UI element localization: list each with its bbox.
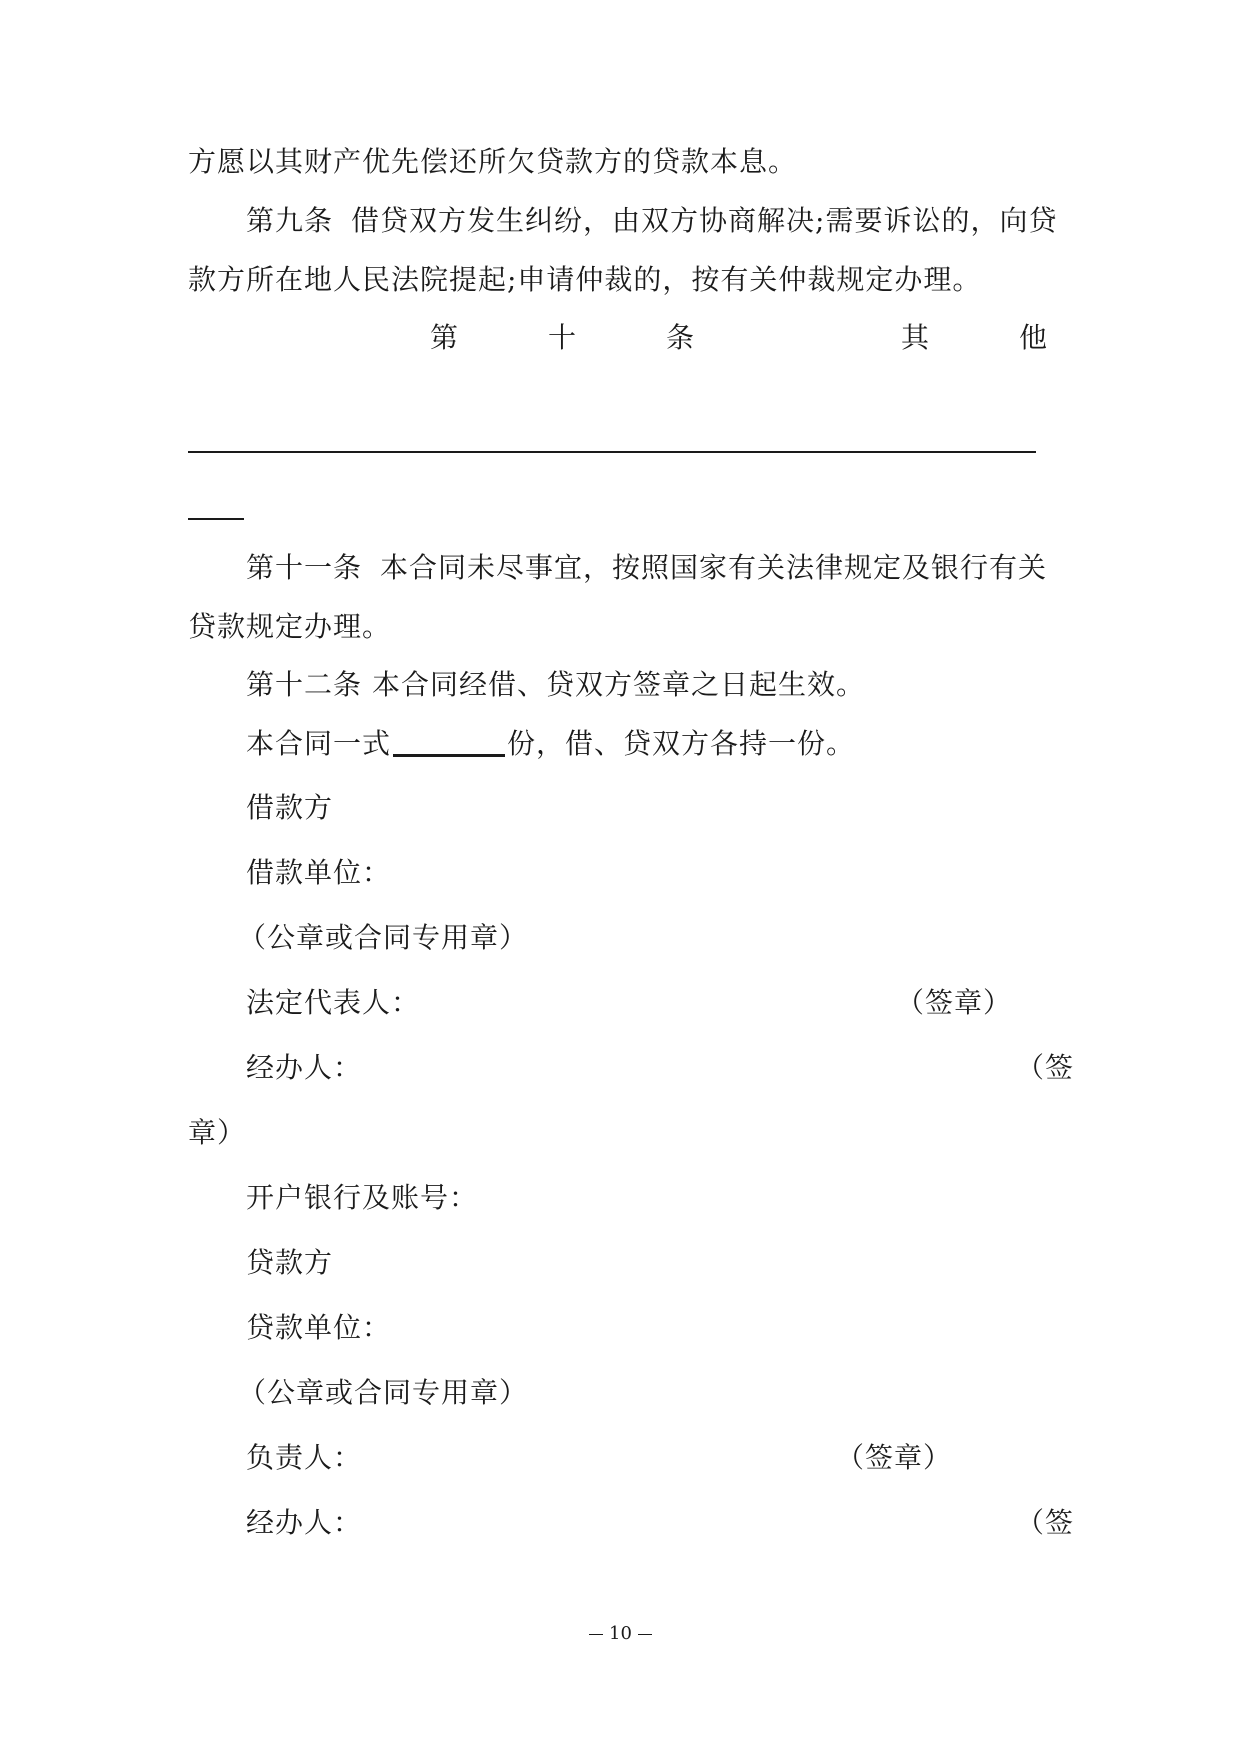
lender-heading xyxy=(246,1243,1060,1283)
article-8-tail xyxy=(188,142,1060,182)
copies-text-before: 本合同一式 xyxy=(246,727,392,760)
lender-handler-sign-a: （签 xyxy=(1016,1506,1075,1539)
article-8-tail-text: 方愿以其财产优先偿还所欠贷款方的贷款本息。 xyxy=(188,145,798,178)
article-11-text-1: 本合同未尽事宜，按照国家有关法律规定及银行有关 xyxy=(380,551,1048,584)
page-number-dash-right xyxy=(638,1634,652,1635)
article-10-char-2: 十 xyxy=(548,321,578,354)
article-10-char-1: 第 xyxy=(430,321,460,354)
borrower-legal-rep xyxy=(246,983,1060,1023)
lender-responsible-label: 负责人： xyxy=(246,1441,363,1474)
article-11-text-2: 贷款规定办理。 xyxy=(188,610,392,643)
borrower-bank-label: 开户银行及账号： xyxy=(246,1181,479,1214)
lender-unit xyxy=(246,1308,1060,1348)
borrower-handler-sign-wrap xyxy=(188,1113,1060,1153)
article-11-line-1 xyxy=(246,548,1060,588)
borrower-unit-label: 借款单位： xyxy=(246,856,392,889)
article-10-char-3: 条 xyxy=(666,321,696,354)
article-9-line-1 xyxy=(246,201,1060,241)
article-10-char-5: 其 xyxy=(900,321,930,354)
article-12-number: 第十二条 xyxy=(246,668,363,701)
lender-unit-label: 贷款单位： xyxy=(246,1311,392,1344)
article-9-text-2: 款方所在地人民法院提起;申请仲裁的，按有关仲裁规定办理。 xyxy=(188,263,982,296)
lender-handler xyxy=(246,1503,1075,1543)
lender-handler-label: 经办人： xyxy=(246,1506,363,1539)
borrower-legal-rep-label: 法定代表人： xyxy=(246,986,421,1019)
article-12-line xyxy=(246,665,1060,705)
article-10-gap xyxy=(784,318,812,358)
article-10-blank-line-2 xyxy=(188,518,244,520)
article-11-line-2 xyxy=(188,607,1060,647)
lender-heading-text: 贷款方 xyxy=(246,1246,334,1279)
page-number-text: 10 xyxy=(609,1623,632,1644)
article-10-heading xyxy=(430,318,1048,358)
borrower-seal-note-text: （公章或合同专用章） xyxy=(238,921,529,954)
borrower-bank xyxy=(246,1178,1060,1218)
borrower-handler-sign-b: 章） xyxy=(188,1116,247,1149)
lender-responsible-sign: （签章） xyxy=(836,1441,953,1474)
article-11-number: 第十一条 xyxy=(246,551,363,584)
copies-count-blank xyxy=(393,726,505,757)
article-9-number: 第九条 xyxy=(246,204,334,237)
article-9-line-2 xyxy=(188,260,1060,300)
borrower-heading xyxy=(246,788,1060,828)
borrower-unit xyxy=(246,853,1060,893)
page-number-dash-left xyxy=(589,1634,603,1635)
borrower-handler-label: 经办人： xyxy=(246,1051,363,1084)
lender-seal-note-text: （公章或合同专用章） xyxy=(238,1376,529,1409)
borrower-handler xyxy=(246,1048,1075,1088)
article-10-char-6: 他 xyxy=(1018,321,1048,354)
borrower-heading-text: 借款方 xyxy=(246,791,334,824)
article-9-text-1: 借贷双方发生纠纷，由双方协商解决;需要诉讼的，向贷 xyxy=(351,204,1058,237)
page-number xyxy=(0,1622,1241,1646)
copies-text-after: 份，借、贷双方各持一份。 xyxy=(507,727,856,760)
lender-responsible xyxy=(246,1438,1060,1478)
copies-line xyxy=(246,724,1060,764)
lender-seal-note xyxy=(238,1373,1052,1413)
article-12-text: 本合同经借、贷双方签章之日起生效。 xyxy=(372,668,866,701)
article-10-blank-line-1 xyxy=(188,451,1036,453)
borrower-seal-note xyxy=(238,918,1052,958)
borrower-handler-sign-a: （签 xyxy=(1016,1051,1075,1084)
borrower-legal-rep-sign: （签章） xyxy=(896,986,1013,1019)
